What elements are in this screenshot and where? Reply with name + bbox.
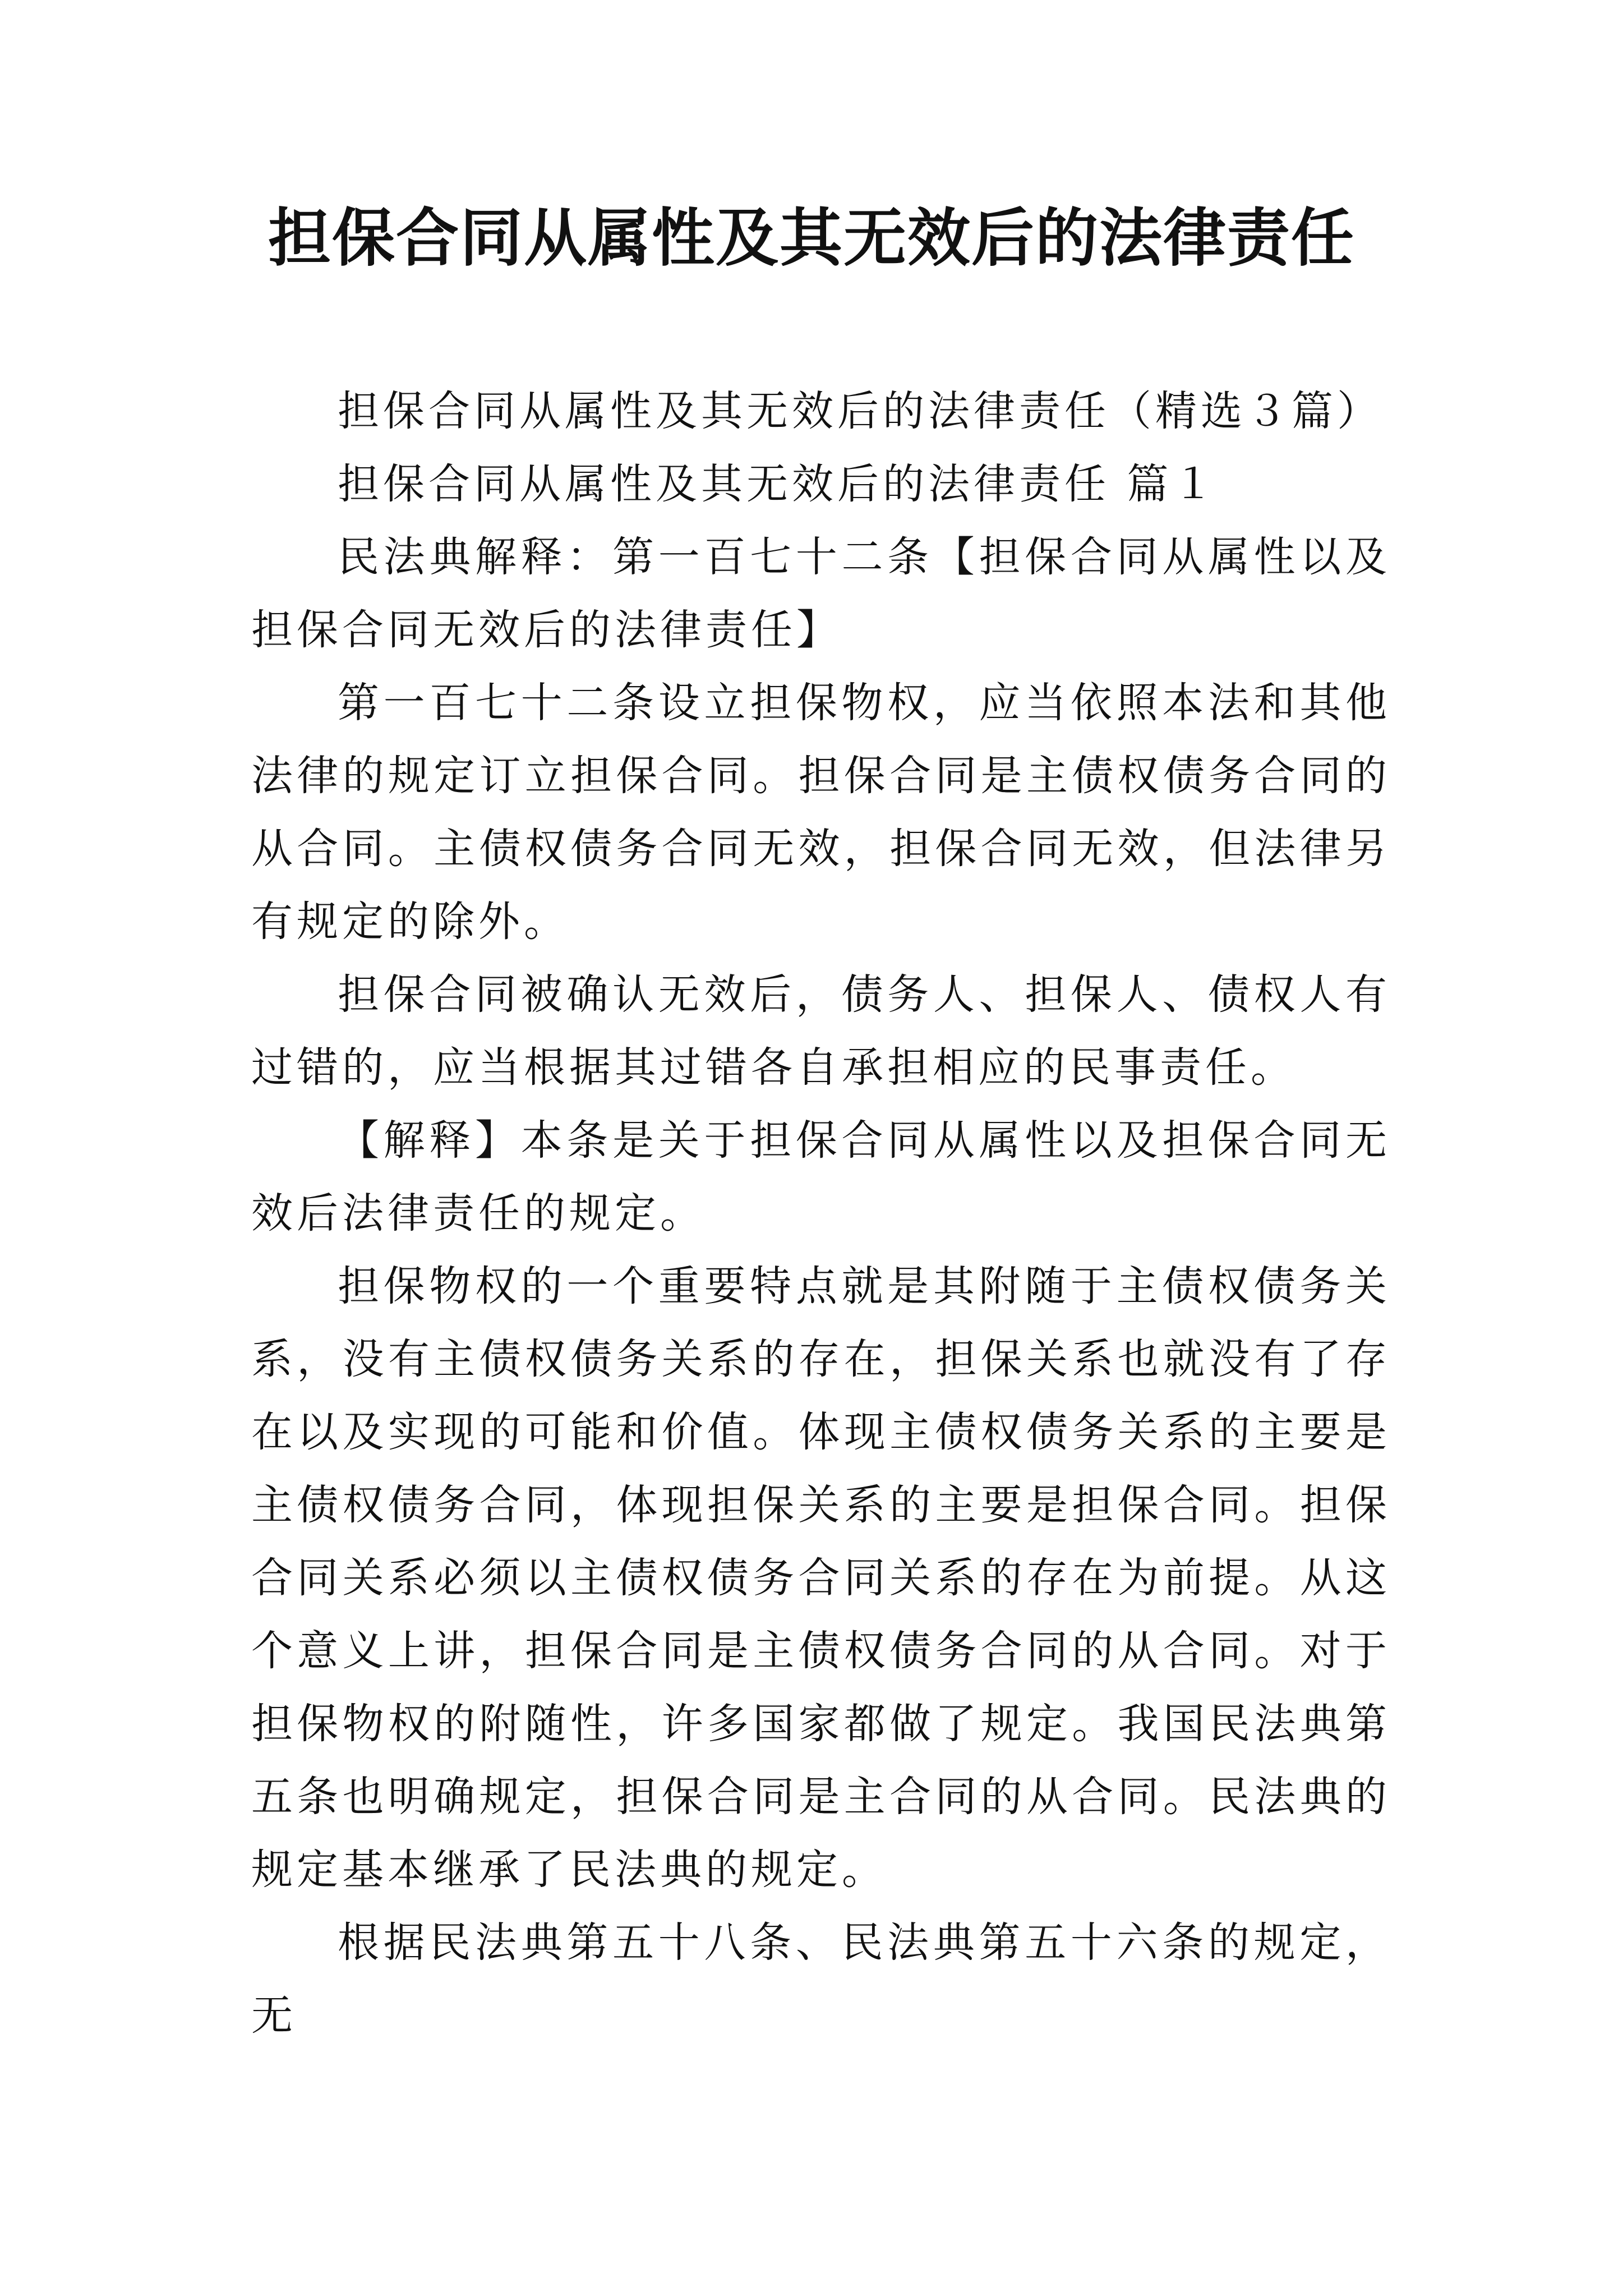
paragraph-explanation-body: 担保物权的一个重要特点就是其附随于主债权债务关系，没有主债权债务关系的存在，担保关系也就没有了存在以及实现的可能和价值。体现主债权债务关系的主要是主债权债务合同，体现担保关系的主要是担保合同。担保合同关系必须以主债权债务合同关系的存在为前提。从这个意义上讲，担保合同是主债权债务合同的从合同。对于担保物权的附随性，许多国家都做了规定。我国民法典第五条也明确规定，担保合同是主合同的从合同。民法典的规定基本继承了民法典的规定。 [251,1262,1391,1894]
document-title: 担保合同从属性及其无效后的法律责任 [268,202,1355,275]
paragraph-subtitle: 担保合同从属性及其无效后的法律责任（精选３篇） [338,387,1382,435]
paragraph-liability: 担保合同被确认无效后，债务人、担保人、债权人有过错的，应当根据其过错各自承担相应的民事责任。 [251,970,1391,1092]
document-body [251,375,1391,2052]
paragraph-continuation: 根据民法典第五十八条、民法典第五十六条的规定，无 [251,1918,1391,2040]
paragraph-explanation-intro: 【解释】本条是关于担保合同从属性以及担保合同无效后法律责任的规定。 [251,1116,1391,1237]
paragraph-section-heading: 担保合同从属性及其无效后的法律责任 篇１ [338,460,1218,508]
paragraph-article-172: 第一百七十二条设立担保物权，应当依照本法和其他法律的规定订立担保合同。担保合同是主债权债务合同的从合同。主债权债务合同无效，担保合同无效，但法律另有规定的除外。 [251,679,1391,946]
paragraph-article-heading: 民法典解释：第一百七十二条【担保合同从属性以及担保合同无效后的法律责任】 [251,533,1391,654]
